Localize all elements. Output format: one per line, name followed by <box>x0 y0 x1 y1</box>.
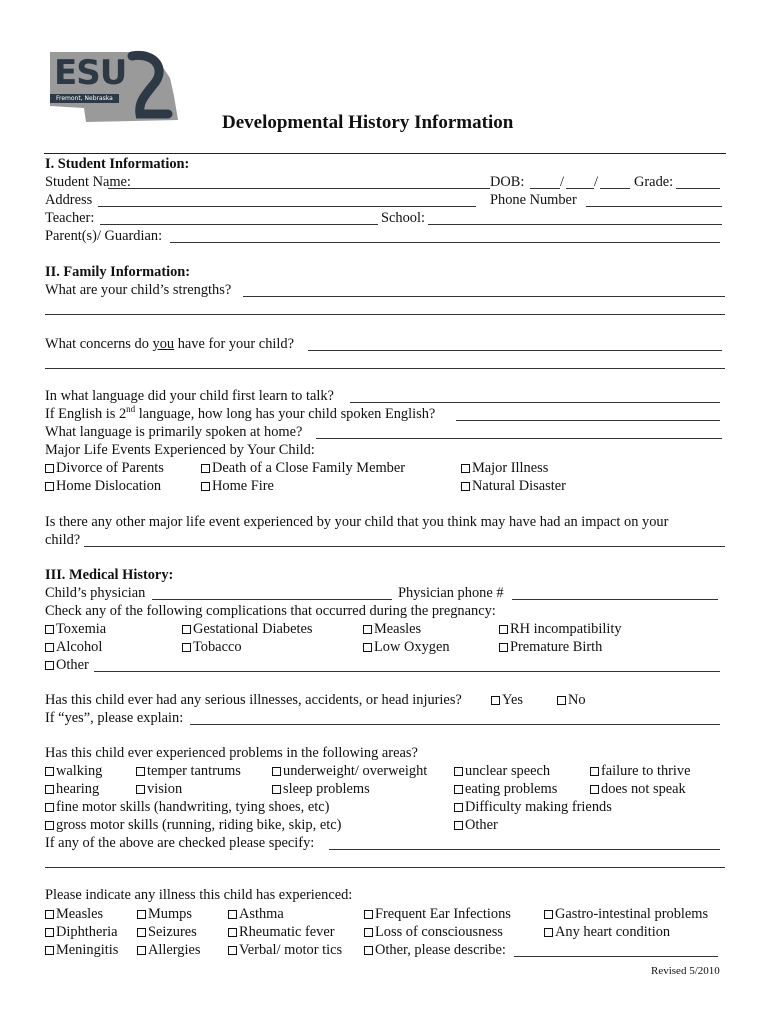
other-event-label: Is there any other major life event experienced by your child that you think may have had an impact on your <box>45 514 669 530</box>
other-event-field[interactable] <box>84 546 725 547</box>
checkbox-death[interactable]: Death of a Close Family Member <box>201 460 405 477</box>
checkbox-i-consciousness[interactable]: Loss of consciousness <box>364 924 503 941</box>
checkbox-eating[interactable]: eating problems <box>454 781 557 798</box>
checkbox-natural-disaster[interactable]: Natural Disaster <box>461 478 566 495</box>
checkbox-icon <box>557 696 566 705</box>
checkbox-icon <box>272 767 281 776</box>
checkbox-sleep[interactable]: sleep problems <box>272 781 370 798</box>
checkbox-hearing[interactable]: hearing <box>45 781 99 798</box>
checkbox-no[interactable]: No <box>557 692 586 709</box>
checkbox-icon <box>136 767 145 776</box>
checkbox-icon <box>136 785 145 794</box>
checkbox-thrive[interactable]: failure to thrive <box>590 763 691 780</box>
checkbox-speak[interactable]: does not speak <box>590 781 686 798</box>
parent-label: Parent(s)/ Guardian: <box>45 228 163 244</box>
logo-text: ESU <box>54 53 127 93</box>
checkbox-icon <box>45 661 54 670</box>
checkbox-icon <box>363 625 372 634</box>
checkbox-i-tics[interactable]: Verbal/ motor tics <box>228 942 342 959</box>
page-title: Developmental History Information <box>222 112 514 133</box>
english-duration-label: If English is 2nd language, how long has your child spoken English? <box>45 404 436 422</box>
checkbox-icon <box>45 643 54 652</box>
checkbox-icon <box>45 464 54 473</box>
checkbox-icon <box>491 696 500 705</box>
checkbox-icon <box>364 928 373 937</box>
checkbox-fine-motor[interactable]: fine motor skills (handwriting, tying shoes, etc) <box>45 799 329 816</box>
title-rule <box>44 153 726 154</box>
concerns-field[interactable] <box>308 350 722 351</box>
teacher-field[interactable] <box>100 224 378 225</box>
checkbox-icon <box>45 767 54 776</box>
checkbox-icon <box>45 482 54 491</box>
dob-label: DOB: <box>490 174 525 190</box>
checkbox-icon <box>499 625 508 634</box>
checkbox-icon <box>544 928 553 937</box>
school-label: School: <box>381 210 425 226</box>
checkbox-i-other[interactable]: Other, please describe: <box>364 942 506 959</box>
home-language-field[interactable] <box>316 438 722 439</box>
checkbox-alcohol[interactable]: Alcohol <box>45 639 102 656</box>
physician-phone-label: Physician phone # <box>398 585 504 601</box>
dob-slash-2: / <box>594 174 598 190</box>
checkbox-icon <box>590 767 599 776</box>
esu2-logo <box>46 48 180 126</box>
checkbox-yes[interactable]: Yes <box>491 692 523 709</box>
specify-field-2[interactable] <box>45 867 725 868</box>
checkbox-icon <box>45 910 54 919</box>
checkbox-i-heart[interactable]: Any heart condition <box>544 924 670 941</box>
checkbox-i-diphtheria[interactable]: Diphtheria <box>45 924 118 941</box>
checkbox-i-meningitis[interactable]: Meningitis <box>45 942 118 959</box>
checkbox-i-asthma[interactable]: Asthma <box>228 906 284 923</box>
checkbox-icon <box>461 482 470 491</box>
checkbox-icon <box>454 767 463 776</box>
dob-year-field[interactable] <box>600 188 630 189</box>
checkbox-icon <box>228 946 237 955</box>
checkbox-icon <box>454 821 463 830</box>
checkbox-icon <box>544 910 553 919</box>
life-events-label: Major Life Events Experienced by Your Child: <box>45 442 315 458</box>
checkbox-weight[interactable]: underweight/ overweight <box>272 763 427 780</box>
first-language-label: In what language did your child first learn to talk? <box>45 388 334 404</box>
serious-illness-label: Has this child ever had any serious illnesses, accidents, or head injuries? <box>45 692 462 708</box>
english-duration-field[interactable] <box>456 420 720 421</box>
checkbox-icon <box>364 946 373 955</box>
other-pregnancy-field[interactable] <box>94 671 720 672</box>
checkbox-icon <box>228 928 237 937</box>
section-3-heading: III. Medical History: <box>45 567 174 583</box>
checkbox-i-mumps[interactable]: Mumps <box>137 906 192 923</box>
checkbox-walking[interactable]: walking <box>45 763 102 780</box>
checkbox-icon <box>137 910 146 919</box>
checkbox-gestational-diabetes[interactable]: Gestational Diabetes <box>182 621 312 638</box>
section-2-heading: II. Family Information: <box>45 264 191 280</box>
complications-label: Check any of the following complications that occurred during the pregnancy: <box>45 603 496 619</box>
checkbox-icon <box>454 803 463 812</box>
checkbox-icon <box>45 928 54 937</box>
first-language-field[interactable] <box>350 402 720 403</box>
logo-location: Fremont, Nebraska <box>50 94 119 103</box>
concerns-field-2[interactable] <box>45 368 725 369</box>
student-name-label: Student Name: <box>45 174 131 190</box>
other-event-label-2: child? <box>45 532 81 548</box>
home-language-label: What language is primarily spoken at home? <box>45 424 303 440</box>
checkbox-tobacco[interactable]: Tobacco <box>182 639 242 656</box>
checkbox-icon <box>454 785 463 794</box>
explain-field[interactable] <box>190 724 720 725</box>
other-illness-field[interactable] <box>514 956 718 957</box>
school-field[interactable] <box>428 224 722 225</box>
strengths-label: What are your child’s strengths? <box>45 282 232 298</box>
checkbox-icon <box>182 625 191 634</box>
teacher-label: Teacher: <box>45 210 95 226</box>
physician-field[interactable] <box>152 599 392 600</box>
strengths-field-2[interactable] <box>45 314 725 315</box>
strengths-field[interactable] <box>243 296 725 297</box>
checkbox-icon <box>182 643 191 652</box>
checkbox-divorce[interactable]: Divorce of Parents <box>45 460 164 477</box>
revised-date: Revised 5/2010 <box>651 965 720 977</box>
section-1-heading: I. Student Information: <box>45 156 190 172</box>
phone-field[interactable] <box>586 206 722 207</box>
checkbox-i-ear[interactable]: Frequent Ear Infections <box>364 906 511 923</box>
checkbox-measles-pregnancy[interactable]: Measles <box>363 621 421 638</box>
checkbox-i-gastro[interactable]: Gastro-intestinal problems <box>544 906 708 923</box>
concerns-label: What concerns do you have for your child? <box>45 336 294 352</box>
illness-label: Please indicate any illness this child has experienced: <box>45 887 353 903</box>
checkbox-icon <box>45 625 54 634</box>
physician-phone-field[interactable] <box>512 599 718 600</box>
checkbox-premature[interactable]: Premature Birth <box>499 639 602 656</box>
checkbox-other-pregnancy[interactable]: Other <box>45 657 89 674</box>
physician-label: Child’s physician <box>45 585 146 601</box>
specify-label: If any of the above are checked please specify: <box>45 835 315 851</box>
checkbox-icon <box>137 946 146 955</box>
grade-label: Grade: <box>634 174 674 190</box>
phone-label: Phone Number <box>490 192 577 208</box>
checkbox-icon <box>137 928 146 937</box>
checkbox-icon <box>228 910 237 919</box>
checkbox-toxemia[interactable]: Toxemia <box>45 621 106 638</box>
checkbox-icon <box>363 643 372 652</box>
checkbox-i-rheumatic[interactable]: Rheumatic fever <box>228 924 335 941</box>
checkbox-icon <box>272 785 281 794</box>
checkbox-icon <box>499 643 508 652</box>
address-label: Address <box>45 192 93 208</box>
checkbox-major-illness[interactable]: Major Illness <box>461 460 548 477</box>
parent-field[interactable] <box>170 242 720 243</box>
checkbox-i-measles[interactable]: Measles <box>45 906 103 923</box>
checkbox-icon <box>201 482 210 491</box>
dob-day-field[interactable] <box>566 188 594 189</box>
student-name-field[interactable] <box>108 188 490 189</box>
explain-label: If “yes”, please explain: <box>45 710 184 726</box>
checkbox-icon <box>590 785 599 794</box>
checkbox-rh[interactable]: RH incompatibility <box>499 621 622 638</box>
checkbox-speech[interactable]: unclear speech <box>454 763 550 780</box>
problems-label: Has this child ever experienced problems in the following areas? <box>45 745 418 761</box>
checkbox-i-allergies[interactable]: Allergies <box>137 942 201 959</box>
specify-field[interactable] <box>329 849 720 850</box>
checkbox-icon <box>45 803 54 812</box>
checkbox-i-seizures[interactable]: Seizures <box>137 924 197 941</box>
checkbox-other-problems[interactable]: Other <box>454 817 498 834</box>
checkbox-icon <box>461 464 470 473</box>
address-field[interactable] <box>98 206 476 207</box>
checkbox-icon <box>364 910 373 919</box>
checkbox-vision[interactable]: vision <box>136 781 182 798</box>
checkbox-low-oxygen[interactable]: Low Oxygen <box>363 639 450 656</box>
grade-field[interactable] <box>676 188 720 189</box>
checkbox-dislocation[interactable]: Home Dislocation <box>45 478 161 495</box>
checkbox-tantrums[interactable]: temper tantrums <box>136 763 241 780</box>
checkbox-home-fire[interactable]: Home Fire <box>201 478 274 495</box>
checkbox-icon <box>45 785 54 794</box>
checkbox-icon <box>201 464 210 473</box>
checkbox-icon <box>45 821 54 830</box>
checkbox-gross-motor[interactable]: gross motor skills (running, riding bike, skip, etc) <box>45 817 341 834</box>
dob-slash-1: / <box>560 174 564 190</box>
checkbox-icon <box>45 946 54 955</box>
dob-month-field[interactable] <box>530 188 560 189</box>
checkbox-friends[interactable]: Difficulty making friends <box>454 799 612 816</box>
